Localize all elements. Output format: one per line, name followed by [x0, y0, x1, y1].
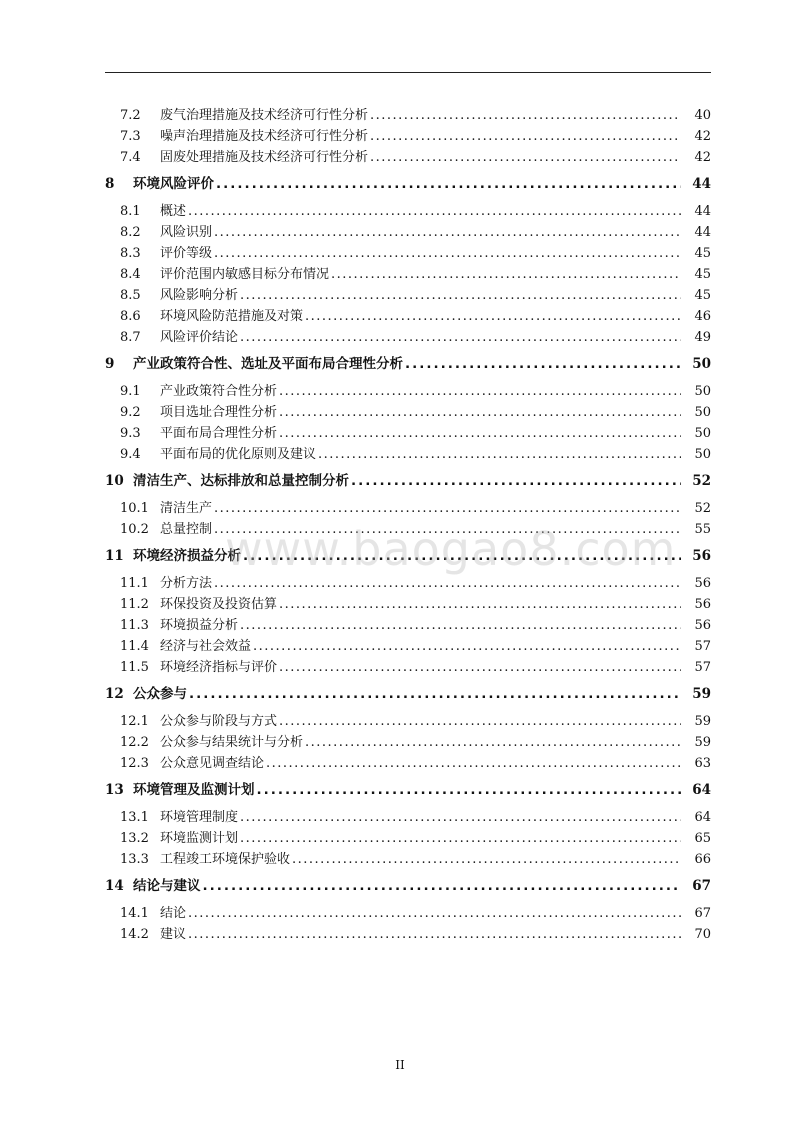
toc-entry-title: 产业政策符合性、选址及平面布局合理性分析: [133, 356, 403, 372]
toc-entry-number: 11: [105, 548, 124, 564]
toc-dot-leader: [214, 573, 681, 594]
toc-entry-page: 50: [694, 426, 711, 441]
toc-entry-lead: [105, 874, 681, 899]
toc-subsection-entry[interactable]: [105, 807, 711, 828]
toc-entry-number: 8.2: [120, 225, 141, 240]
toc-entry-title: 工程竣工环境保护验收: [160, 852, 291, 867]
toc-entry-page: 46: [694, 309, 711, 324]
toc-entry-title: 清洁生产、达标排放和总量控制分析: [133, 473, 349, 489]
toc-dot-leader: [279, 594, 681, 615]
toc-dot-leader: [331, 264, 681, 285]
toc-subsection-entry[interactable]: [105, 285, 711, 306]
toc-entry-number: 9: [105, 356, 115, 372]
toc-entry-number: 12: [105, 686, 124, 702]
toc-dot-leader: [216, 172, 681, 197]
toc-entry-title: 清洁生产: [160, 501, 213, 516]
toc-subsection-entry[interactable]: [105, 753, 711, 774]
toc-entry-lead: [120, 381, 681, 402]
toc-subsection-entry[interactable]: [105, 828, 711, 849]
toc-entry-title: 环境管理制度: [160, 810, 239, 825]
toc-dot-leader: [305, 306, 681, 327]
toc-subsection-entry[interactable]: [105, 594, 711, 615]
toc-entry-number: 7.2: [120, 108, 141, 123]
toc-entry-page: 40: [694, 108, 711, 123]
toc-entry-title: 废气治理措施及技术经济可行性分析: [160, 108, 369, 123]
toc-entry-lead: [120, 732, 681, 753]
toc-dot-leader: [214, 519, 681, 540]
toc-subsection-entry[interactable]: [105, 636, 711, 657]
toc-entry-lead: [105, 682, 681, 707]
toc-entry-page: 66: [694, 852, 711, 867]
toc-entry-page: 59: [692, 686, 711, 702]
toc-dot-leader: [203, 874, 682, 899]
toc-section-entry[interactable]: [105, 682, 711, 707]
toc-subsection-entry[interactable]: [105, 444, 711, 465]
toc-dot-leader: [370, 126, 681, 147]
toc-dot-leader: [279, 402, 681, 423]
toc-subsection-entry[interactable]: [105, 222, 711, 243]
toc-subsection-entry[interactable]: [105, 306, 711, 327]
toc-entry-page: 56: [694, 576, 711, 591]
toc-entry-number: 13.1: [120, 810, 149, 825]
toc-dot-leader: [253, 636, 681, 657]
toc-entry-lead: [120, 444, 681, 465]
toc-subsection-entry[interactable]: [105, 423, 711, 444]
toc-entry-lead: [105, 778, 681, 803]
toc-entry-number: 8.7: [120, 330, 141, 345]
toc-subsection-entry[interactable]: [105, 126, 711, 147]
toc-subsection-entry[interactable]: [105, 657, 711, 678]
toc-entry-number: 10: [105, 473, 124, 489]
toc-entry-number: 8: [105, 176, 115, 192]
toc-dot-leader: [292, 849, 681, 870]
toc-entry-lead: [120, 828, 681, 849]
toc-entry-title: 环境经济损益分析: [133, 548, 241, 564]
toc-section-entry[interactable]: [105, 874, 711, 899]
toc-subsection-entry[interactable]: [105, 573, 711, 594]
toc-dot-leader: [240, 327, 681, 348]
toc-dot-leader: [243, 544, 681, 569]
toc-entry-title: 公众意见调查结论: [160, 756, 265, 771]
toc-entry-title: 项目选址合理性分析: [160, 405, 278, 420]
toc-dot-leader: [214, 243, 681, 264]
toc-entry-page: 44: [694, 225, 711, 240]
toc-entry-page: 56: [694, 618, 711, 633]
toc-subsection-entry[interactable]: [105, 732, 711, 753]
toc-entry-number: 7.4: [120, 150, 141, 165]
toc-dot-leader: [370, 147, 681, 168]
toc-entry-number: 8.4: [120, 267, 141, 282]
toc-entry-number: 8.3: [120, 246, 141, 261]
toc-entry-page: 50: [694, 447, 711, 462]
toc-entry-lead: [120, 105, 681, 126]
toc-dot-leader: [370, 105, 681, 126]
toc-entry-page: 63: [694, 756, 711, 771]
toc-dot-leader: [214, 222, 681, 243]
toc-entry-title: 公众参与: [133, 686, 187, 702]
toc-entry-title: 风险识别: [160, 225, 213, 240]
toc-entry-lead: [120, 924, 681, 945]
toc-subsection-entry[interactable]: [105, 924, 711, 945]
toc-dot-leader: [279, 711, 681, 732]
toc-entry-page: 64: [694, 810, 711, 825]
toc-entry-page: 64: [692, 782, 711, 798]
toc-entry-title: 环境风险评价: [133, 176, 214, 192]
toc-entry-number: 8.5: [120, 288, 141, 303]
toc-entry-number: 11.5: [120, 660, 149, 675]
toc-dot-leader: [240, 828, 681, 849]
toc-dot-leader: [240, 807, 681, 828]
toc-entry-title: 平面布局的优化原则及建议: [160, 447, 317, 462]
toc-entry-lead: [105, 469, 681, 494]
toc-entry-page: 57: [694, 639, 711, 654]
toc-entry-lead: [120, 498, 681, 519]
toc-entry-title: 分析方法: [160, 576, 213, 591]
toc-entry-title: 建议: [160, 927, 187, 942]
toc-entry-title: 评价范围内敏感目标分布情况: [160, 267, 330, 282]
toc-dot-leader: [318, 444, 681, 465]
toc-entry-title: 结论: [160, 906, 187, 921]
toc-entry-lead: [120, 573, 681, 594]
toc-entry-lead: [120, 753, 681, 774]
toc-entry-page: 55: [694, 522, 711, 537]
toc-dot-leader: [279, 657, 681, 678]
toc-entry-lead: [120, 849, 681, 870]
toc-entry-lead: [120, 423, 681, 444]
toc-dot-leader: [279, 381, 681, 402]
toc-entry-page: 44: [694, 204, 711, 219]
toc-entry-lead: [120, 306, 681, 327]
toc-entry-number: 11.4: [120, 639, 149, 654]
toc-entry-lead: [120, 711, 681, 732]
toc-dot-leader: [257, 778, 682, 803]
toc-entry-page: 52: [694, 501, 711, 516]
toc-dot-leader: [188, 201, 681, 222]
toc-entry-lead: [105, 352, 681, 377]
toc-entry-number: 13.2: [120, 831, 149, 846]
toc-dot-leader: [305, 732, 681, 753]
toc-entry-page: 59: [694, 735, 711, 750]
toc-entry-page: 70: [694, 927, 711, 942]
toc-entry-lead: [120, 201, 681, 222]
toc-entry-title: 结论与建议: [133, 878, 201, 894]
toc-entry-title: 风险影响分析: [160, 288, 239, 303]
toc-entry-title: 固废处理措施及技术经济可行性分析: [160, 150, 369, 165]
toc-entry-lead: [120, 807, 681, 828]
toc-entry-page: 44: [692, 176, 711, 192]
toc-entry-page: 42: [694, 129, 711, 144]
toc-entry-lead: [120, 285, 681, 306]
toc-entry-page: 50: [694, 405, 711, 420]
toc-entry-number: 13: [105, 782, 124, 798]
toc-entry-number: 7.3: [120, 129, 141, 144]
toc-entry-title: 公众参与结果统计与分析: [160, 735, 304, 750]
toc-entry-number: 10.2: [120, 522, 149, 537]
toc-dot-leader: [189, 682, 681, 707]
toc-entry-title: 环境风险防范措施及对策: [160, 309, 304, 324]
toc-subsection-entry[interactable]: [105, 264, 711, 285]
toc-dot-leader: [405, 352, 681, 377]
toc-subsection-entry[interactable]: [105, 327, 711, 348]
toc-entry-number: 12.1: [120, 714, 149, 729]
toc-entry-page: 65: [694, 831, 711, 846]
toc-entry-number: 14.1: [120, 906, 149, 921]
toc-subsection-entry[interactable]: [105, 381, 711, 402]
toc-entry-page: 52: [692, 473, 711, 489]
toc-entry-lead: [120, 402, 681, 423]
toc-section-entry[interactable]: [105, 469, 711, 494]
toc-subsection-entry[interactable]: [105, 519, 711, 540]
toc-dot-leader: [266, 753, 681, 774]
toc-subsection-entry[interactable]: [105, 711, 711, 732]
toc-entry-number: 10.1: [120, 501, 149, 516]
toc-entry-page: 67: [692, 878, 711, 894]
toc-entry-page: 49: [694, 330, 711, 345]
toc-entry-title: 总量控制: [160, 522, 213, 537]
toc-entry-number: 11.2: [120, 597, 149, 612]
toc-entry-lead: [120, 903, 681, 924]
toc-entry-lead: [120, 327, 681, 348]
toc-entry-page: 59: [694, 714, 711, 729]
toc-entry-lead: [120, 264, 681, 285]
toc-entry-title: 环保投资及投资估算: [160, 597, 278, 612]
toc-dot-leader: [351, 469, 681, 494]
toc-entry-page: 56: [694, 597, 711, 612]
toc-section-entry[interactable]: [105, 544, 711, 569]
toc-entry-number: 11.3: [120, 618, 149, 633]
toc-subsection-entry[interactable]: [105, 903, 711, 924]
toc-entry-title: 环境经济指标与评价: [160, 660, 278, 675]
toc-entry-title: 公众参与阶段与方式: [160, 714, 278, 729]
toc-entry-number: 9.4: [120, 447, 141, 462]
toc-subsection-entry[interactable]: [105, 147, 711, 168]
toc-section-entry[interactable]: [105, 778, 711, 803]
toc-entry-lead: [105, 172, 681, 197]
toc-entry-number: 12.3: [120, 756, 149, 771]
watermark: www.baogao8.com: [225, 522, 677, 576]
toc-entry-number: 14.2: [120, 927, 149, 942]
toc-entry-number: 8.1: [120, 204, 141, 219]
toc-dot-leader: [279, 423, 681, 444]
toc-entry-title: 环境管理及监测计划: [133, 782, 255, 798]
toc-entry-title: 环境监测计划: [160, 831, 239, 846]
toc-dot-leader: [240, 285, 681, 306]
toc-entry-page: 56: [692, 548, 711, 564]
toc-entry-page: 45: [694, 246, 711, 261]
page-number: II: [395, 1058, 405, 1072]
toc-entry-page: 50: [692, 356, 711, 372]
toc-entry-lead: [120, 222, 681, 243]
toc-section-entry[interactable]: [105, 352, 711, 377]
toc-entry-title: 环境损益分析: [160, 618, 239, 633]
toc-subsection-entry[interactable]: [105, 201, 711, 222]
toc-entry-number: 14: [105, 878, 124, 894]
toc-entry-lead: [120, 519, 681, 540]
toc-entry-page: 57: [694, 660, 711, 675]
toc-subsection-entry[interactable]: [105, 243, 711, 264]
toc-entry-title: 经济与社会效益: [160, 639, 252, 654]
toc-entry-number: 13.3: [120, 852, 149, 867]
toc-entry-lead: [120, 636, 681, 657]
toc-subsection-entry[interactable]: [105, 615, 711, 636]
toc-entry-number: 12.2: [120, 735, 149, 750]
table-of-contents: [105, 105, 711, 945]
toc-dot-leader: [214, 498, 681, 519]
toc-subsection-entry[interactable]: [105, 105, 711, 126]
toc-entry-lead: [120, 243, 681, 264]
toc-entry-page: 42: [694, 150, 711, 165]
toc-entry-lead: [120, 147, 681, 168]
toc-entry-title: 产业政策符合性分析: [160, 384, 278, 399]
toc-entry-lead: [120, 615, 681, 636]
toc-entry-lead: [105, 544, 681, 569]
toc-subsection-entry[interactable]: [105, 849, 711, 870]
toc-entry-title: 评价等级: [160, 246, 213, 261]
toc-entry-lead: [120, 594, 681, 615]
toc-dot-leader: [188, 903, 681, 924]
toc-entry-number: 9.1: [120, 384, 141, 399]
toc-subsection-entry[interactable]: [105, 498, 711, 519]
toc-entry-page: 45: [694, 288, 711, 303]
toc-entry-lead: [120, 657, 681, 678]
toc-dot-leader: [188, 924, 681, 945]
toc-entry-number: 8.6: [120, 309, 141, 324]
toc-entry-page: 50: [694, 384, 711, 399]
toc-entry-title: 噪声治理措施及技术经济可行性分析: [160, 129, 369, 144]
header-rule: [105, 72, 711, 73]
toc-entry-lead: [120, 126, 681, 147]
toc-entry-title: 概述: [160, 204, 187, 219]
toc-entry-title: 平面布局合理性分析: [160, 426, 278, 441]
toc-entry-number: 11.1: [120, 576, 149, 591]
toc-section-entry[interactable]: [105, 172, 711, 197]
toc-entry-title: 风险评价结论: [160, 330, 239, 345]
toc-dot-leader: [240, 615, 681, 636]
toc-entry-number: 9.2: [120, 405, 141, 420]
toc-entry-page: 45: [694, 267, 711, 282]
toc-entry-page: 67: [694, 906, 711, 921]
toc-entry-number: 9.3: [120, 426, 141, 441]
toc-subsection-entry[interactable]: [105, 402, 711, 423]
